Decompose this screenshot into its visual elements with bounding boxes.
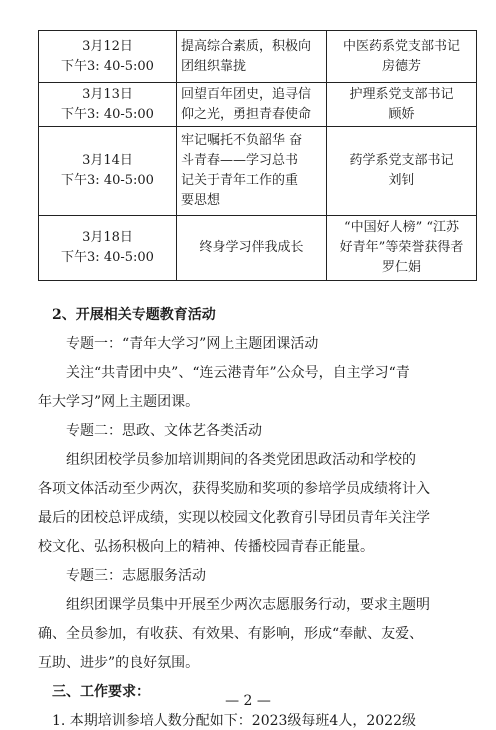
speaker-line: 罗仁娟 (381, 260, 421, 275)
speaker-line: 药学系党支部书记 (349, 153, 454, 168)
topic-line: 回望百年团史，追寻信 (181, 86, 312, 102)
topic-line: 仰之光，勇担青春使命 (181, 106, 312, 122)
topic-line: 终身学习伴我成长 (199, 240, 304, 255)
paragraph-line: 专题一：“青年大学习”网上主题团课活动 (66, 336, 319, 352)
topic-cell (177, 216, 327, 281)
date-text: 3月14日 (82, 153, 133, 168)
time-text: 下午3: 40-5:00 (61, 58, 154, 74)
topic-line: 记关于青年工作的重 (181, 173, 299, 188)
topic-line: 团组织靠拢 (181, 58, 247, 74)
date-cell (39, 83, 177, 127)
time-text: 下午3: 40-5:00 (61, 173, 154, 188)
paragraph-line: 最后的团校总评成绩，实现以校园文化教育引导团员青年关注学 (38, 510, 430, 526)
speaker-cell (327, 127, 477, 216)
page-number: — 2 — (225, 693, 271, 709)
speaker-cell (327, 31, 477, 83)
speaker-line: 护理系党支部书记 (349, 86, 454, 102)
table-row (39, 216, 477, 281)
speaker-line: 中医药系党支部书记 (342, 38, 460, 54)
date-text: 3月12日 (82, 38, 133, 54)
paragraph-line: 专题二：思政、文体艺各类活动 (66, 423, 262, 439)
table-row (39, 127, 477, 216)
paragraph-line: 组织团校学员参加培训期间的各类党团思政活动和学校的 (66, 452, 416, 468)
speaker-line: 房德芳 (381, 58, 421, 74)
paragraph-line: 专题三：志愿服务活动 (66, 568, 206, 584)
topic-cell (177, 83, 327, 127)
section-heading: 三、工作要求： (52, 684, 150, 700)
date-cell (39, 216, 177, 281)
speaker-line: 好青年”等荣誉获得者 (339, 240, 464, 255)
topic-line: 要思想 (181, 193, 221, 208)
speaker-cell (327, 216, 477, 281)
topic-cell (177, 31, 327, 83)
paragraph-line: 校文化、弘扬积极向上的精神、传播校园青春正能量。 (38, 539, 374, 555)
time-text: 下午3: 40-5:00 (61, 106, 154, 122)
speaker-cell (327, 83, 477, 127)
topic-line: 提高综合素质，积极向 (181, 38, 312, 54)
schedule-table (38, 30, 477, 281)
date-cell (39, 127, 177, 216)
paragraph-line: 各项文体活动至少两次，获得奖励和奖项的参培学员成绩将计入 (38, 481, 430, 497)
paragraph-line: 确、全员参加，有收获、有效果、有影响，形成“奉献、友爱、 (38, 626, 424, 642)
speaker-line: 刘钊 (388, 173, 415, 188)
table-row (39, 83, 477, 127)
topic-line: 斗青春——学习总书 (181, 153, 299, 168)
speaker-line: “中国好人榜” “江苏 (343, 220, 460, 235)
topic-line: 牢记嘱托不负韶华 奋 (181, 133, 303, 148)
paragraph-line: 组织团课学员集中开展至少两次志愿服务行动，要求主题明 (66, 597, 430, 613)
date-text: 3月13日 (82, 86, 133, 102)
paragraph-line: 1. 本期培训参培人数分配如下：2023级每班4人，2022级 (52, 713, 416, 729)
paragraph-line: 年大学习”网上主题团课。 (38, 394, 200, 410)
speaker-line: 顾娇 (388, 106, 415, 122)
paragraph-line: 互助、进步”的良好氛围。 (38, 655, 200, 671)
table-row (39, 31, 477, 83)
topic-cell (177, 127, 327, 216)
time-text: 下午3: 40-5:00 (61, 250, 154, 265)
section-heading: 2、开展相关专题教育活动 (52, 307, 216, 323)
paragraph-line: 关注“共青团中央”、“连云港青年”公众号，自主学习“青 (66, 365, 410, 381)
date-cell (39, 31, 177, 83)
date-text: 3月18日 (82, 230, 133, 245)
